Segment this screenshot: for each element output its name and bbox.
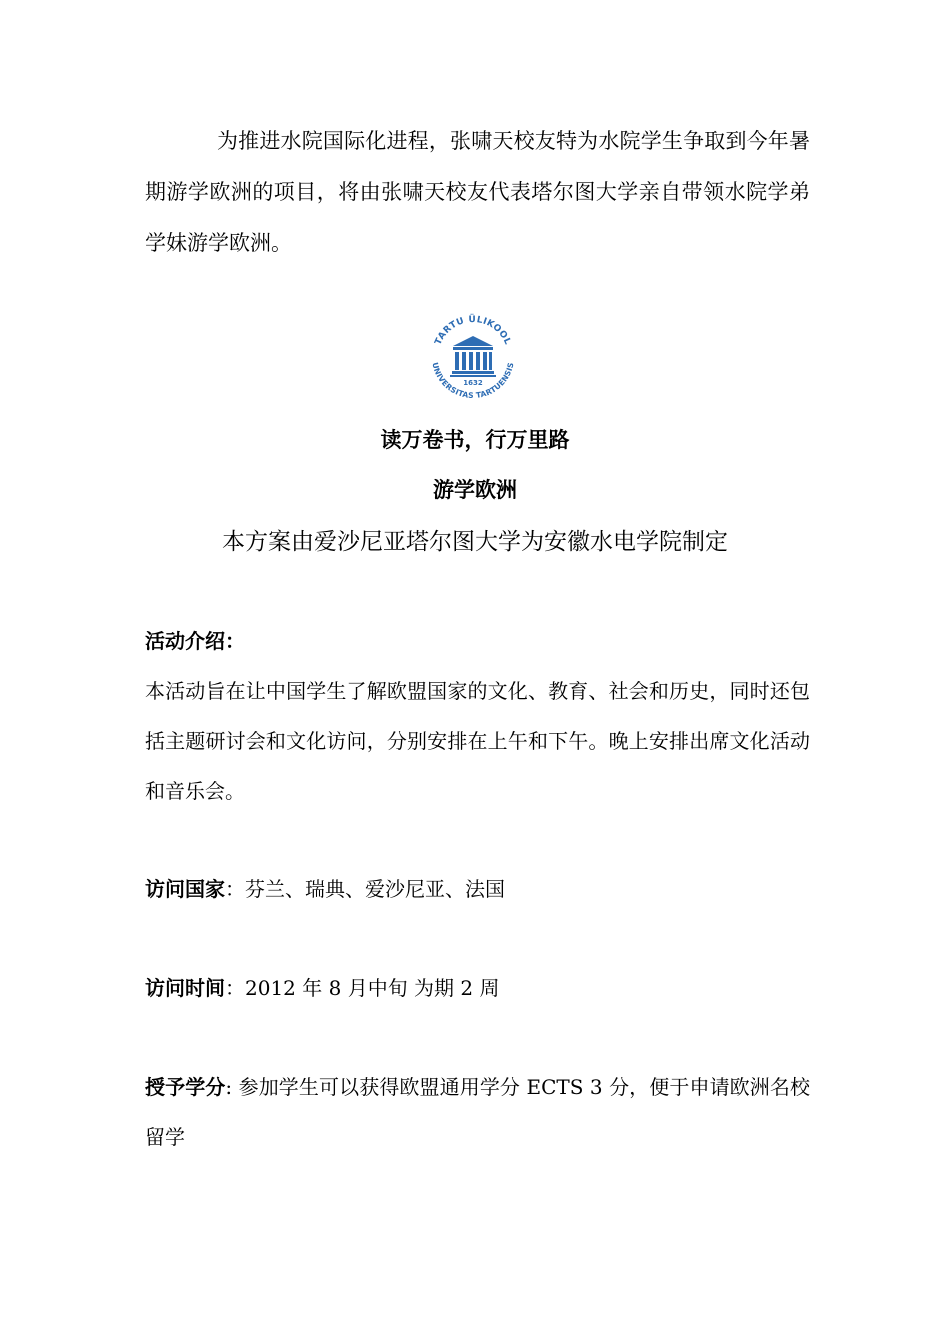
time-label: 访问时间 — [145, 976, 225, 1000]
countries-label: 访问国家 — [145, 877, 225, 901]
activity-heading: 活动介绍： — [145, 629, 245, 653]
svg-text:UNIVERSITAS TARTUENSIS: UNIVERSITAS TARTUENSIS — [430, 361, 516, 401]
time-line — [145, 963, 810, 1013]
university-seal-logo — [420, 312, 526, 402]
time-value: 2012 年 8 月中旬 为期 2 周 — [245, 976, 500, 1000]
svg-text:TARTU ÜLIKOOL: TARTU ÜLIKOOL — [433, 314, 513, 347]
university-seal-icon — [420, 312, 526, 402]
credits-line — [145, 1062, 810, 1162]
credits-label: 授予学分 — [145, 1075, 226, 1099]
credits-value: 参加学生可以获得欧盟通用学分 ECTS 3 分，便于申请欧洲名校留学 — [145, 1075, 810, 1149]
countries-line — [145, 864, 810, 914]
intro-paragraph: 为推进水院国际化进程，张啸天校友特为水院学生争取到今年暑期游学欧洲的项目，将由张啸天校友代表塔尔图大学亲自带领水院学弟学妹游学欧洲。 — [145, 129, 810, 255]
countries-value: 芬兰、瑞典、爱沙尼亚、法国 — [245, 877, 505, 901]
countries-separator: ： — [225, 877, 245, 901]
svg-text:1632: 1632 — [463, 379, 483, 387]
activity-description: 本活动旨在让中国学生了解欧盟国家的文化、教育、社会和历史，同时还包括主题研讨会和文化访问，分别安排在上午和下午。晚上安排出席文化活动和音乐会。 — [145, 679, 810, 803]
credits-separator: : — [225, 1075, 239, 1099]
time-separator: ： — [225, 976, 245, 1000]
main-title: 读万卷书，行万里路 — [380, 428, 570, 452]
sub-title: 游学欧洲 — [433, 478, 517, 502]
plan-subtitle: 本方案由爱沙尼亚塔尔图大学为安徽水电学院制定 — [222, 529, 728, 555]
